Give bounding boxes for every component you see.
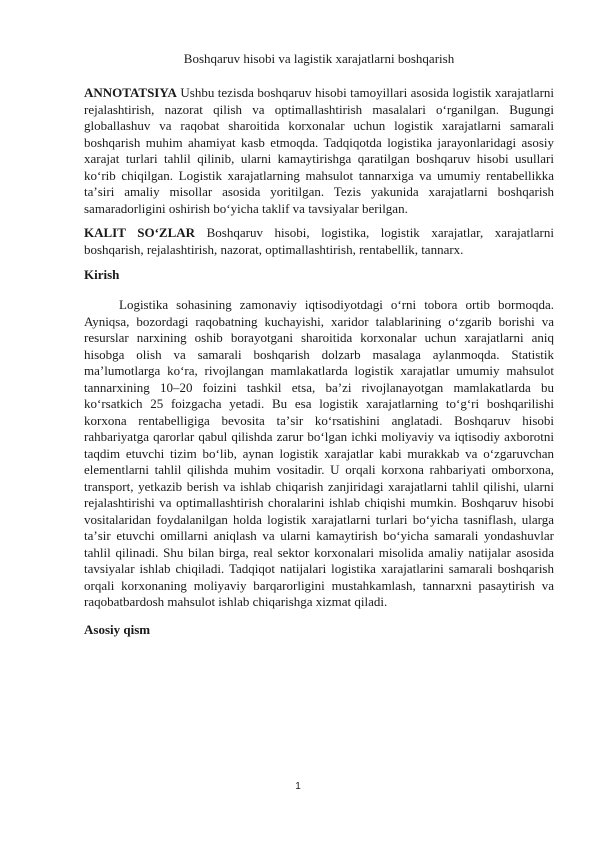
abstract-label: ANNOTATSIYA xyxy=(84,85,177,100)
keywords-paragraph xyxy=(84,225,554,258)
abstract-text: Ushbu tezisda boshqaruv hisobi tamoyillari asosida logistik xarajatlarni rejalashtirish, nazorat qilish va optimallashtirish masalalari oʻrganilgan. Bugungi globallashuv va raqobat sharoitida korxonalar uchun logistik xarajatlarni samarali boshqarish muhim ahamiyat kasb etmoqda. Tadqiqotda logistika jarayonlaridagi asosiy xarajat turlari tahlil qilinib, ularni kamaytirishga qaratilgan boshqaruv hisobi usullari koʻrib chiqilgan. Logistik xarajatlarning mahsulot tannarxiga va umumiy rentabellikka taʼsiri amaliy misollar asosida yoritilgan. Tezis yakunida xarajatlarni boshqarish samaradorligini oshirish boʻyicha taklif va tavsiyalar berilgan. xyxy=(84,85,555,216)
main-section-heading: Asosiy qism xyxy=(84,621,151,637)
document-title: Boshqaruv hisobi va lagistik xarajatlarni boshqarish xyxy=(183,51,455,66)
keywords-text: Boshqaruv hisobi, logistika, logistik xarajatlar, xarajatlarni boshqarish, rejalashtirish, nazorat, optimallashtirish, rentabellik, tannarx. xyxy=(84,225,554,257)
keywords-label: KALIT SOʻZLAR xyxy=(84,225,196,240)
page-number: 1 xyxy=(295,781,301,792)
document-page xyxy=(84,50,554,638)
intro-paragraph: Logistika sohasining zamonaviy iqtisodiyotdagi oʻrni tobora ortib bormoqda. Ayniqsa, bozordagi raqobatning kuchayishi, xaridor talablarining oʻzgarib borishi va resurslar narxining oshib borayotgani sharoitida korxonalar uchun xarajatlarni aniq hisobga olish va samarali boshqarish dolzarb masalaga aylanmoqda. Statistik maʼlumotlarga koʻra, rivojlangan mamlakatlarda logistik xarajatlar umumiy mahsulot tannarxining 10–20 foizini tashkil etsa, baʼzi rivojlanayotgan mamlakatlarda bu koʻrsatkich 25 foizgacha yetadi. Bu esa logistik xarajatlarning toʻgʻri boshqarilishi korxona rentabelligiga bevosita taʼsir koʻrsatishini anglatadi. Boshqaruv hisobi rahbariyatga qarorlar qabul qilishda zarur boʻlgan ichki moliyaviy va iqtisodiy axborotni taqdim etuvchi tizim boʻlib, aynan logistik xarajatlar kabi murakkab va oʻzgaruvchan elementlarni tahlil qilishda muhim vositadir. U orqali korxona rahbariyati omborxona, transport, yetkazib berish va ishlab chiqarish zanjiridagi xarajatlarni tahlil qilishi, ularni rejalashtirishi va optimallashtirish choralarini ishlab chiqishi mumkin. Boshqaruv hisobi vositalaridan foydalanilgan holda logistik xarajatlarni turlari boʻyicha tasniflash, ularga taʼsir etuvchi omillarni aniqlash va ularni kamaytirish boʻyicha samarali yondashuvlar tahlil qilinadi. Shu bilan birga, real sektor korxonalari misolida amaliy natijalar asosida tavsiyalar ishlab chiqiladi. Tadqiqot natijalari logistika xarajatlarini samarali boshqarish orqali korxonaning moliyaviy barqarorligini mustahkamlash, tannarxni pasaytirish va raqobatbardosh mahsulot ishlab chiqarishga xizmat qiladi. xyxy=(84,297,554,609)
intro-heading: Kirish xyxy=(84,267,120,282)
abstract-paragraph xyxy=(84,85,554,217)
